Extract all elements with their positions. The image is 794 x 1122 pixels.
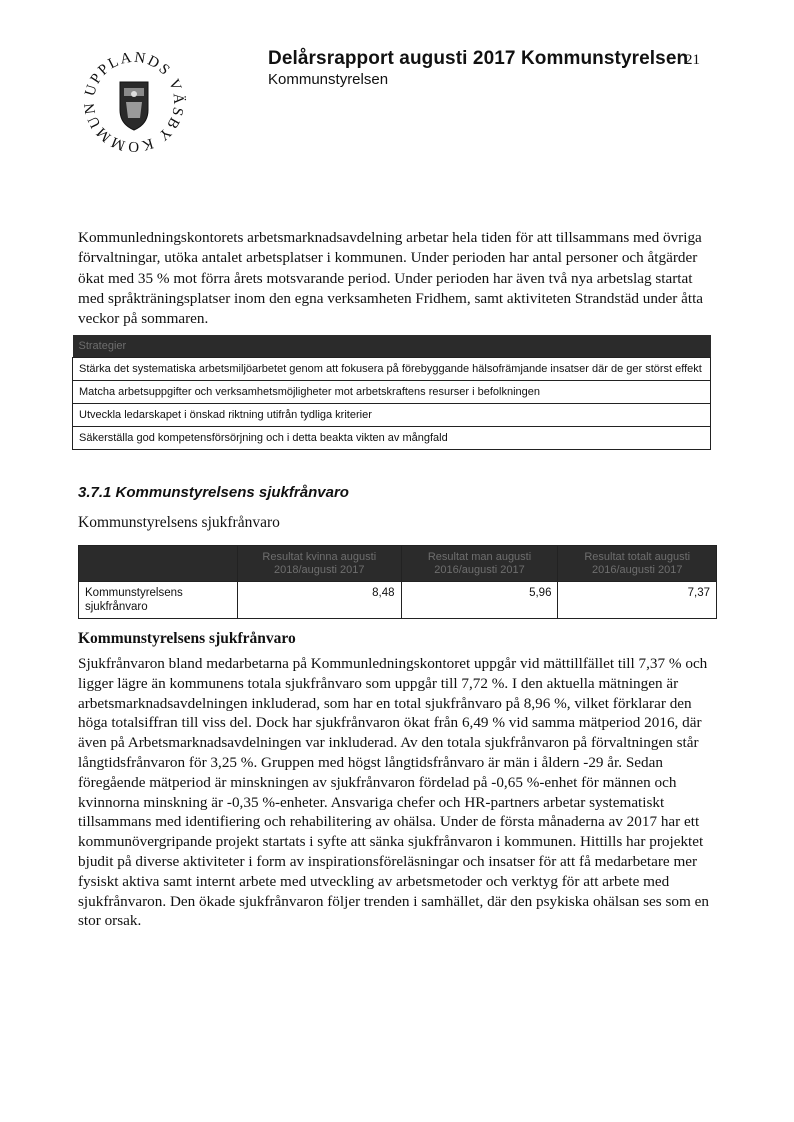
logo-ring-text: UPPLANDS VÄSBY KOMMUN <box>81 49 187 155</box>
table-caption: Kommunstyrelsens sjukfrånvaro <box>78 514 280 531</box>
municipal-coat-of-arms-icon <box>78 46 190 158</box>
intro-paragraph: Kommunledningskontorets arbetsmarknadsavdelning arbetar hela tiden för att tillsammans med övriga förvaltningar, utöka antalet arbetsplatser i kommunen. Under perioden har antal personer och åtgärder ökat med 35 % mot förra årets motsvarande period. Under perioden har även två nya arbetslag startat med språkträningsplatser inom den egna verksamheten Fridhem, samt aktiviteten Strandstäd under åtta veckor på sommaren. <box>78 229 704 328</box>
sick-row-label: Kommunstyrelsens sjukfrånvaro <box>79 582 238 619</box>
strategy-row: Utveckla ledarskapet i önskad riktning utifrån tydliga kriterier <box>73 404 711 427</box>
sick-table-header-empty <box>79 546 238 582</box>
page-header <box>78 40 718 160</box>
body-paragraph: Sjukfrånvaron bland medarbetarna på Kommunledningskontoret uppgår vid mättillfället till 7,37 % och ligger lägre än kommunens totala sjukfrånvaro som uppgår till 7,72 %. I den aktuella mätningen är arbetsmarknadsavdelningen inkluderad, som har en total sjukfrånvaro på 8,96 %, vilket förklarar den höga totalsiffran till viss del. Dock har sjukfrånvaron ökat från 6,49 % vid samma mätperiod 2016, där även på Arbetsmarknadsavdelningen var inkluderad. Av den totala sjukfrånvaron på förvaltningen står långtidsfrånvaron för 3,25 %. Gruppen med högst långtidsfrånvaro är män i åldern -29 år. Sedan föregående mätperiod är minskningen av sjukfrånvaron fördelad på -0,65 %-enhet för männen och kvinnorna minskning är -0,35 %-enheter. Ansvariga chefer och HR-partners arbetar systematiskt tillsammans med identifiering och rehabilitering av ohälsa. Under de första månaderna av 2017 har ett kommunövergripande projekt startats i syfte att sänka sjukfrånvaron i kommunen. Hittills har projektet bjudit på diverse aktiviteter i form av inspirationsföreläsningar och insatser för att få medarbetare mer fysiskt aktiva samt internt arbete med utveckling av arbetsmetoder och verktyg för att arbete med sjukfrånvaron. Den ökade sjukfrånvaron följer trenden i samhället, där den psykiska ohälsan ses som en stor orsak. <box>78 655 709 930</box>
document-title: Delårsrapport augusti 2017 Kommunstyrelsen <box>268 48 689 69</box>
sick-value-women: 8,48 <box>238 582 402 619</box>
sick-table-header-women: Resultat kvinna augusti 2018/augusti 2017 <box>238 546 402 582</box>
sick-table-header-total: Resultat totalt augusti 2016/augusti 2017 <box>558 546 717 582</box>
strategy-row: Stärka det systematiska arbetsmiljöarbetet genom att fokusera på förebyggande hälsofrämjande insatser där de ger störst effekt <box>73 358 711 381</box>
document-subtitle: Kommunstyrelsen <box>268 71 389 88</box>
strategy-row: Säkerställa god kompetensförsörjning och i detta beakta vikten av mångfald <box>73 427 711 450</box>
sick-leave-table <box>78 545 717 619</box>
sick-table-header-men: Resultat man augusti 2016/augusti 2017 <box>401 546 558 582</box>
sick-value-total: 7,37 <box>558 582 717 619</box>
table-row <box>79 582 717 619</box>
page-number: 21 <box>685 52 700 68</box>
strategies-header: Strategier <box>73 335 711 358</box>
sick-value-men: 5,96 <box>401 582 558 619</box>
strategy-row: Matcha arbetsuppgifter och verksamhetsmöjligheter mot arbetskraftens resurser i befolkningen <box>73 381 711 404</box>
sub-heading: Kommunstyrelsens sjukfrånvaro <box>78 630 296 647</box>
strategies-table <box>72 335 711 450</box>
section-heading: 3.7.1 Kommunstyrelsens sjukfrånvaro <box>78 484 349 501</box>
